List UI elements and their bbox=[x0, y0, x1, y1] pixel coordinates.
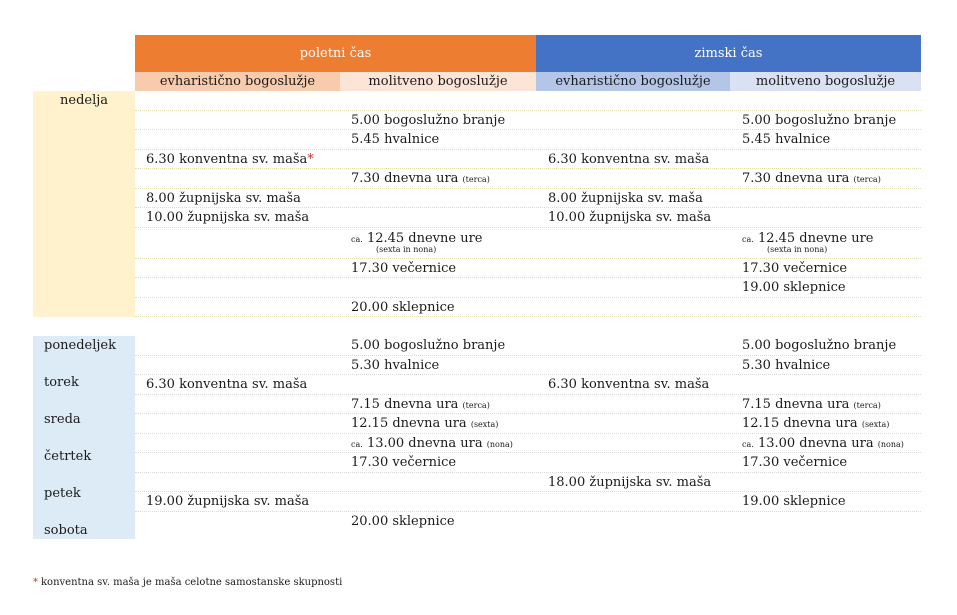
summer-prayer-header: molitveno bogoslužje bbox=[340, 72, 536, 91]
table-row: 17.30 večernice 17.30 večernice bbox=[135, 453, 921, 473]
day-label-monday: ponedeljek bbox=[44, 338, 116, 353]
table-row: 19.00 župnijska sv. maša 19.00 sklepnice bbox=[135, 492, 921, 512]
day-label-thursday: četrtek bbox=[44, 449, 92, 464]
table-row: 6.30 konventna sv. maša 6.30 konventna sv. maša bbox=[135, 375, 921, 395]
table-row: 8.00 župnijska sv. maša 8.00 župnijska sv. maša bbox=[135, 189, 921, 209]
table-row: 7.15 dnevna ura (terca) 7.15 dnevna ura (terca) bbox=[135, 395, 921, 415]
day-label-sunday: nedelja bbox=[60, 93, 109, 108]
sunday-day-block bbox=[33, 91, 135, 317]
table-row: 5.45 hvalnice 5.45 hvalnice bbox=[135, 130, 921, 150]
day-label-wednesday: sreda bbox=[44, 412, 81, 427]
table-row: 5.00 bogoslužno branje 5.00 bogoslužno branje bbox=[135, 336, 921, 356]
table-row: ca. 12.45 dnevne ure (sexta in nona) ca. 12.45 dnevne ure (sexta in nona) bbox=[135, 228, 921, 259]
winter-header bbox=[536, 35, 921, 72]
table-row: 18.00 župnijska sv. maša bbox=[135, 473, 921, 493]
summer-euch-header: evharistično bogoslužje bbox=[135, 72, 340, 91]
winter-header-label: zimski čas bbox=[694, 46, 763, 61]
summer-header bbox=[135, 35, 536, 72]
sunday-schedule bbox=[135, 91, 921, 317]
table-row: 17.30 večernice 17.30 večernice bbox=[135, 259, 921, 279]
footnote-star: * bbox=[33, 577, 38, 588]
table-row: 20.00 sklepnice bbox=[135, 298, 921, 318]
table-row: 10.00 župnijska sv. maša 10.00 župnijska sv. maša bbox=[135, 208, 921, 228]
day-label-tuesday: torek bbox=[44, 375, 79, 390]
day-label-friday: petek bbox=[44, 486, 81, 501]
weekday-schedule bbox=[135, 336, 921, 531]
table-row: 7.30 dnevna ura (terca) 7.30 dnevna ura (terca) bbox=[135, 169, 921, 189]
footnote-star-marker: * bbox=[307, 151, 314, 167]
summer-header-label: poletni čas bbox=[299, 46, 372, 61]
table-row: 5.00 bogoslužno branje 5.00 bogoslužno branje bbox=[135, 111, 921, 131]
table-row: 5.30 hvalnice 5.30 hvalnice bbox=[135, 356, 921, 376]
winter-euch-header: evharistično bogoslužje bbox=[536, 72, 730, 91]
table-row: ca. 13.00 dnevna ura (nona) ca. 13.00 dnevna ura (nona) bbox=[135, 434, 921, 454]
table-row: 12.15 dnevna ura (sexta) 12.15 dnevna ura (sexta) bbox=[135, 414, 921, 434]
table-row: 20.00 sklepnice bbox=[351, 513, 455, 529]
table-row bbox=[135, 91, 921, 111]
footnote bbox=[33, 577, 342, 588]
footnote-text: konventna sv. maša je maša celotne samostanske skupnosti bbox=[41, 577, 343, 588]
table-row: 19.00 sklepnice bbox=[135, 278, 921, 298]
weekday-day-block bbox=[33, 336, 135, 539]
table-row: 6.30 konventna sv. maša* 6.30 konventna sv. maša bbox=[135, 150, 921, 170]
winter-prayer-header: molitveno bogoslužje bbox=[730, 72, 921, 91]
day-label-saturday: sobota bbox=[44, 523, 88, 538]
